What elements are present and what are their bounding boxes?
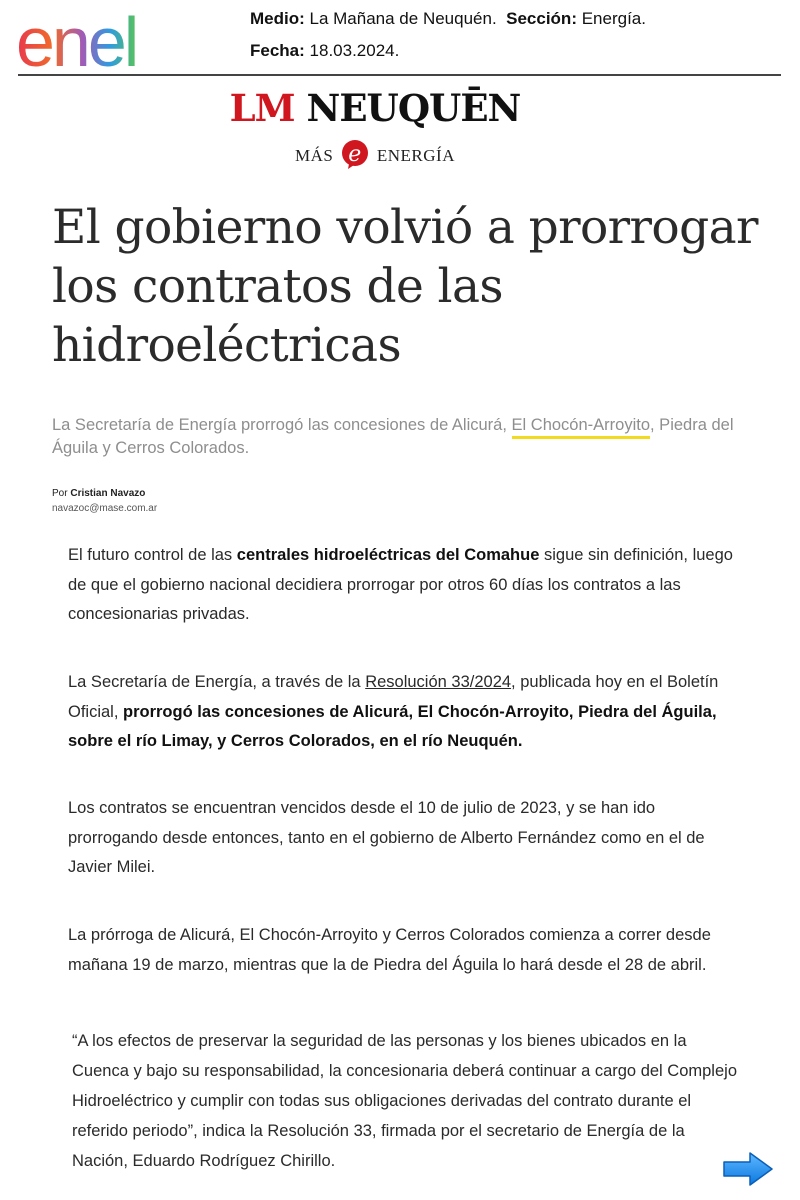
lead-highlight: El Chocón-Arroyito	[512, 416, 650, 439]
author-prefix: Por	[52, 488, 68, 499]
supplement-right: ENERGÍA	[376, 146, 455, 165]
supplement-left: MÁS	[295, 146, 334, 165]
seccion-value: Energía.	[581, 9, 646, 28]
resolution-link[interactable]: Resolución 33/2024	[365, 673, 512, 691]
author-name: Cristian Navazo	[70, 488, 146, 499]
p2-bold: prorrogó las concesiones de Alicurá, El Chocón-Arroyito, Piedra del Águila, sobre el río Limay, y Cerros Colorados, en el río Neuquén.	[68, 702, 717, 750]
medio-value: La Mañana de Neuquén.	[309, 9, 497, 28]
paragraph-3: Los contratos se encuentran vencidos desde el 10 de julio de 2023, y se han ido prorrogando desde entonces, tanto en el gobierno de Alberto Fernández como en el de Javier Milei.	[68, 799, 705, 876]
clipping-fecha	[250, 41, 399, 61]
lead-text-end: , Piedra del Águila y Cerros Colorados.	[52, 416, 734, 457]
masthead-initials: LM	[229, 86, 295, 130]
newspaper-masthead	[0, 88, 750, 128]
energy-badge-icon	[340, 139, 370, 169]
seccion-label: Sección:	[506, 9, 577, 28]
p1-text-c: sigue sin definición, luego de que el gobierno nacional decidiera prorrogar por otros 60 días los contratos a las concesionarias privadas.	[68, 546, 733, 623]
paragraph-2	[68, 668, 738, 757]
paragraph-1	[68, 541, 738, 630]
svg-text:e: e	[348, 142, 362, 168]
fecha-value: 18.03.2024.	[309, 41, 400, 60]
clipping-medio-seccion	[250, 9, 646, 29]
author-byline	[52, 486, 145, 502]
p2-text-a: La Secretaría de Energía, a través de la	[68, 673, 366, 691]
supplement-logo	[250, 136, 500, 176]
masthead-name: NEUQUĒN	[306, 86, 521, 130]
quote-paragraph: “A los efectos de preservar la seguridad de las personas y los bienes ubicados en la Cuenca y bajo su responsabilidad, la concesionaria deberá continuar a cargo del Complejo Hidroeléctrico y cumplir con todas sus obligaciones derivadas del contrato durante el referido periodo”, indica la Resolución 33, firmada por el secretario de Energía de la Nación, Eduardo Rodríguez Chirillo.	[72, 1032, 737, 1170]
medio-label: Medio:	[250, 9, 305, 28]
article-headline: El gobierno volvió a prorrogar los contratos de las hidroeléctricas	[52, 200, 758, 373]
lead-text-start: La Secretaría de Energía prorrogó las concesiones de Alicurá,	[52, 416, 512, 434]
paragraph-4: La prórroga de Alicurá, El Chocón-Arroyito y Cerros Colorados comienza a correr desde mañana 19 de marzo, mientras que la de Piedra del Águila lo hará desde el 28 de abril.	[68, 926, 711, 974]
p1-bold: centrales hidroeléctricas del Comahue	[236, 546, 540, 564]
svg-text:enel: enel	[16, 8, 137, 72]
arrow-right-icon[interactable]	[722, 1151, 774, 1187]
article-lead	[52, 414, 742, 460]
header-divider	[18, 74, 781, 76]
author-email: navazoc@mase.com.ar	[52, 503, 158, 514]
p1-text-a: El futuro control de las	[68, 546, 237, 564]
p2-text-b: , publicada hoy en el Boletín Oficial,	[68, 673, 719, 721]
fecha-label: Fecha:	[250, 41, 305, 60]
enel-logo	[16, 8, 182, 72]
